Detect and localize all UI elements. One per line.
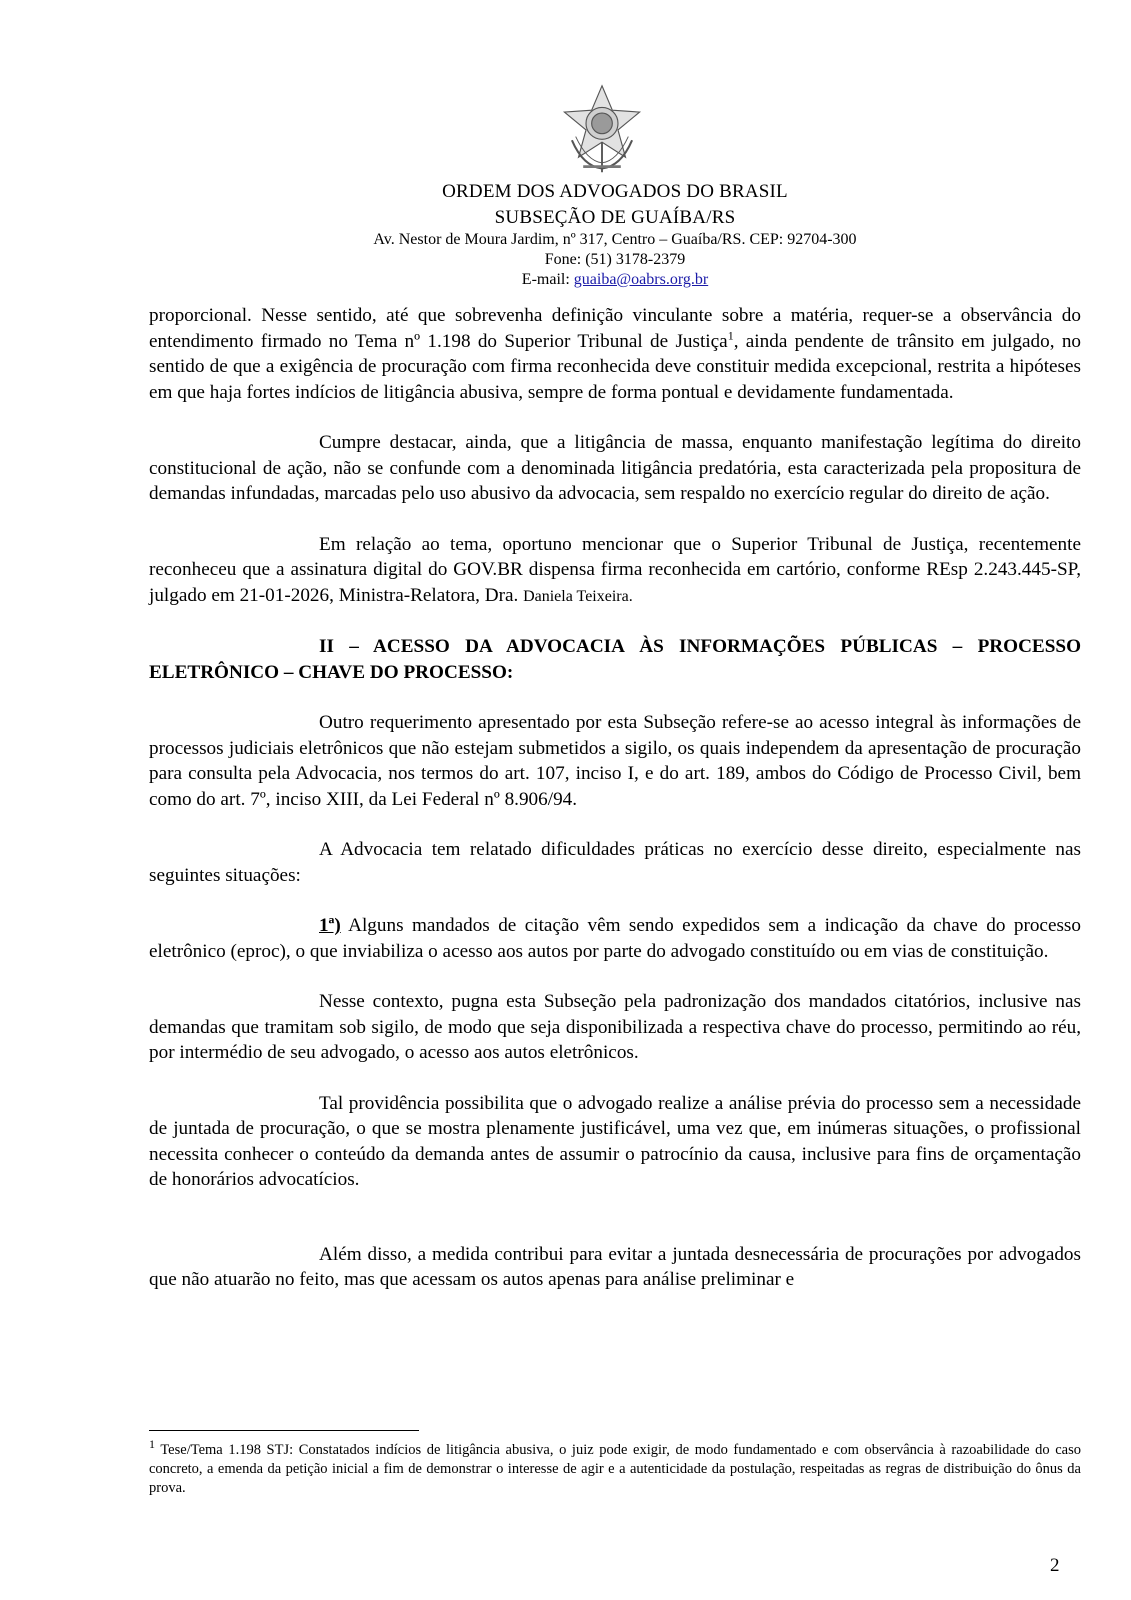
email-label: E-mail: bbox=[521, 270, 574, 288]
footnote-separator bbox=[149, 1430, 419, 1431]
list-item-1 bbox=[149, 913, 1081, 964]
relator-name: Daniela Teixeira. bbox=[523, 587, 633, 605]
paragraph-8: Além disso, a medida contribui para evitar a juntada desnecessária de procurações por advogados que não atuarão no feito, mas que acessam os autos apenas para análise preliminar e bbox=[149, 1243, 1081, 1290]
paragraph-3 bbox=[149, 532, 1081, 610]
paragraph-1-tail: , ainda pendente de trânsito em julgado, no sentido de que a exigência de procuração com firma reconhecida deve constituir medida excepcional, restrita a hipóteses em que haja fortes indícios de litigância abusiva, sempre de forma pontual e devidamente fundamentada. bbox=[149, 330, 1082, 403]
email-link[interactable]: guaiba@oabrs.org.br bbox=[573, 270, 709, 288]
paragraph-1-text: proporcional. Nesse sentido, até que sobrevenha definição vinculante sobre a matéria, requer-se a observância do entendimento firmado no Tema nº 1.198 do Superior Tribunal de Justiça bbox=[149, 305, 1081, 352]
paragraph-5: A Advocacia tem relatado dificuldades práticas no exercício desse direito, especialmente nas seguintes situações: bbox=[149, 839, 1081, 886]
subsection-name: SUBSEÇÃO DE GUAÍBA/RS bbox=[494, 206, 736, 228]
section-heading: II – ACESSO DA ADVOCACIA ÀS INFORMAÇÕES PÚBLICAS – PROCESSO ELETRÔNICO – CHAVE DO PROCESSO: bbox=[149, 636, 1081, 683]
email-line bbox=[150, 270, 1080, 290]
paragraph-4: Outro requerimento apresentado por esta Subseção refere-se ao acesso integral às informações de processos judiciais eletrônicos que não estejam submetidos a sigilo, os quais independem da apresentação de procuração para consulta pela Advocacia, nos termos do art. 107, inciso I, e do art. 189, ambos do Código de Processo Civil, bem como do art. 7º, inciso XIII, da Lei Federal nº 8.906/94. bbox=[149, 712, 1081, 810]
coat-of-arms-icon bbox=[555, 82, 649, 176]
address: Av. Nestor de Moura Jardim, nº 317, Centro – Guaíba/RS. CEP: 92704-300 bbox=[373, 230, 857, 248]
organization-name: ORDEM DOS ADVOGADOS DO BRASIL bbox=[442, 181, 788, 202]
footnote bbox=[149, 1437, 1081, 1498]
list-item-1-marker: 1ª) bbox=[319, 915, 341, 936]
paragraph-3-text: Em relação ao tema, oportuno mencionar que o Superior Tribunal de Justiça, recentemente reconheceu que a assinatura digital do GOV.BR dispensa firma reconhecida em cartório, conforme REsp 2.243.445-SP, julgado em 21-01-2026, Ministra-Relatora, Dra. bbox=[149, 533, 1081, 606]
document-body bbox=[149, 303, 1081, 1293]
paragraph-2: Cumpre destacar, ainda, que a litigância de massa, enquanto manifestação legítima do direito constitucional de ação, não se confunde com a denominada litigância predatória, esta caracterizada pela propositura de demandas infundadas, marcadas pelo uso abusivo da advocacia, sem respaldo no exercício regular do direito de ação. bbox=[149, 432, 1081, 504]
page-number: 2 bbox=[1050, 1555, 1060, 1576]
footnote-text: Tese/Tema 1.198 STJ: Constatados indícios de litigância abusiva, o juiz pode exigir, de modo fundamentado e com observância à razoabilidade do caso concreto, a emenda da petição inicial a fim de demonstrar o interesse de agir e a autenticidade da postulação, respeitadas as regras de distribuição do ônus da prova. bbox=[149, 1442, 1081, 1496]
letterhead bbox=[150, 180, 1080, 290]
paragraph-7: Tal providência possibilita que o advogado realize a análise prévia do processo sem a necessidade de juntada de procuração, o que se mostra plenamente justificável, uma vez que, em inúmeras situações, o profissional necessita conhecer o conteúdo da demanda antes de assumir o patrocínio da causa, inclusive para fins de orçamentação de honorários advocatícios. bbox=[149, 1092, 1081, 1190]
list-item-1-text: Alguns mandados de citação vêm sendo expedidos sem a indicação da chave do processo eletrônico (eproc), o que inviabiliza o acesso aos autos por parte do advogado constituído ou em vias de constituição. bbox=[149, 915, 1081, 962]
footnote-ref[interactable]: 1 bbox=[727, 328, 734, 343]
paragraph-6: Nesse contexto, pugna esta Subseção pela padronização dos mandados citatórios, inclusive nas demandas que tramitam sob sigilo, de modo que seja disponibilizada a respectiva chave do processo, permitindo ao réu, por intermédio de seu advogado, o acesso aos autos eletrônicos. bbox=[149, 991, 1081, 1063]
footnote-marker: 1 bbox=[149, 1437, 155, 1452]
phone: Fone: (51) 3178-2379 bbox=[544, 250, 686, 268]
paragraph-1 bbox=[149, 303, 1081, 405]
